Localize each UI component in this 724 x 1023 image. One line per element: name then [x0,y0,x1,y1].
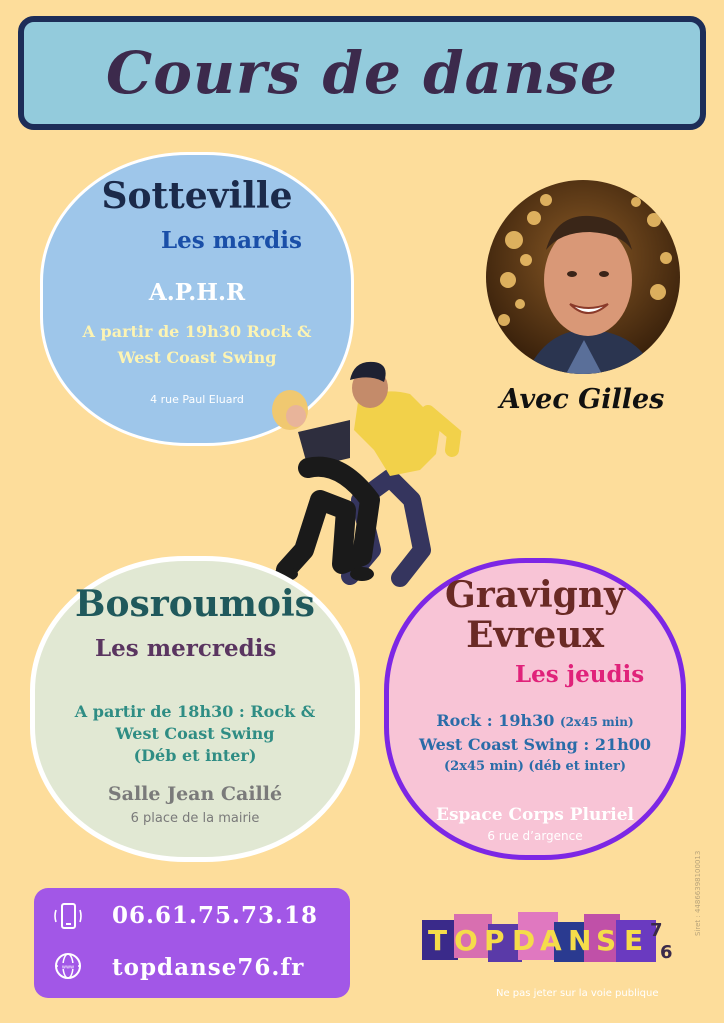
svg-text:O: O [454,924,478,957]
schedule-wcs-duration: (2x45 min) (déb et inter) [444,759,626,774]
day-label: Les mercredis [95,635,277,662]
schedule-wcs: West Coast Swing : 21h00 [419,735,651,754]
globe-icon [52,950,84,982]
day-label: Les mardis [161,227,302,254]
city-name-line: Gravigny [445,574,625,616]
location-card-gravigny [384,558,686,860]
location-card-bosroumois [30,556,360,862]
teacher-name: Avec Gilles [499,384,665,415]
schedule-line: West Coast Swing [117,348,277,367]
phone-icon [52,900,84,932]
city-name: Bosroumois [75,583,315,625]
city-name [389,575,681,655]
svg-text:www: www [61,964,75,971]
schedule-rock [389,711,681,730]
svg-text:D: D [512,924,536,957]
schedule-rock-duration: (2x45 min) [559,715,634,729]
page-title: Cours de danse [106,39,618,107]
city-name-line: Evreux [466,614,604,656]
venue-name: Espace Corps Pluriel [435,805,634,825]
svg-text:P: P [484,924,505,957]
svg-text:N: N [568,924,592,957]
svg-text:6: 6 [660,942,673,963]
phone-number[interactable]: 06.61.75.73.18 [112,902,319,929]
schedule-line: (Déb et inter) [133,746,257,765]
teacher-photo [486,180,680,374]
title-banner [18,16,706,130]
svg-text:A: A [540,924,562,957]
disclaimer: Ne pas jeter sur la voie publique [496,988,659,999]
contact-box [34,888,350,998]
address: 4 rue Paul Eluard [150,393,244,406]
day-label: Les jeudis [515,661,645,688]
siret-number: Siret : 44866398100013 [694,850,702,936]
venue-name: Salle Jean Caillé [107,783,283,805]
schedule-rock-time: Rock : 19h30 [436,711,555,730]
schedule-line: West Coast Swing [115,724,275,743]
svg-text:S: S [596,924,617,957]
club-name: A.P.H.R [148,279,246,306]
address: 6 place de la mairie [130,811,260,826]
address: 6 rue d’argence [487,829,583,843]
svg-text:T: T [428,924,448,957]
dancers-illustration [250,350,470,590]
topdanse-logo [418,906,678,976]
schedule [35,701,355,767]
website-link[interactable]: topdanse76.fr [112,954,305,981]
svg-text:7: 7 [650,920,663,941]
svg-text:E: E [624,924,644,957]
schedule-line: A partir de 19h30 Rock & [82,322,312,341]
schedule-line: A partir de 18h30 : Rock & [74,702,316,721]
city-name: Sotteville [101,175,293,217]
